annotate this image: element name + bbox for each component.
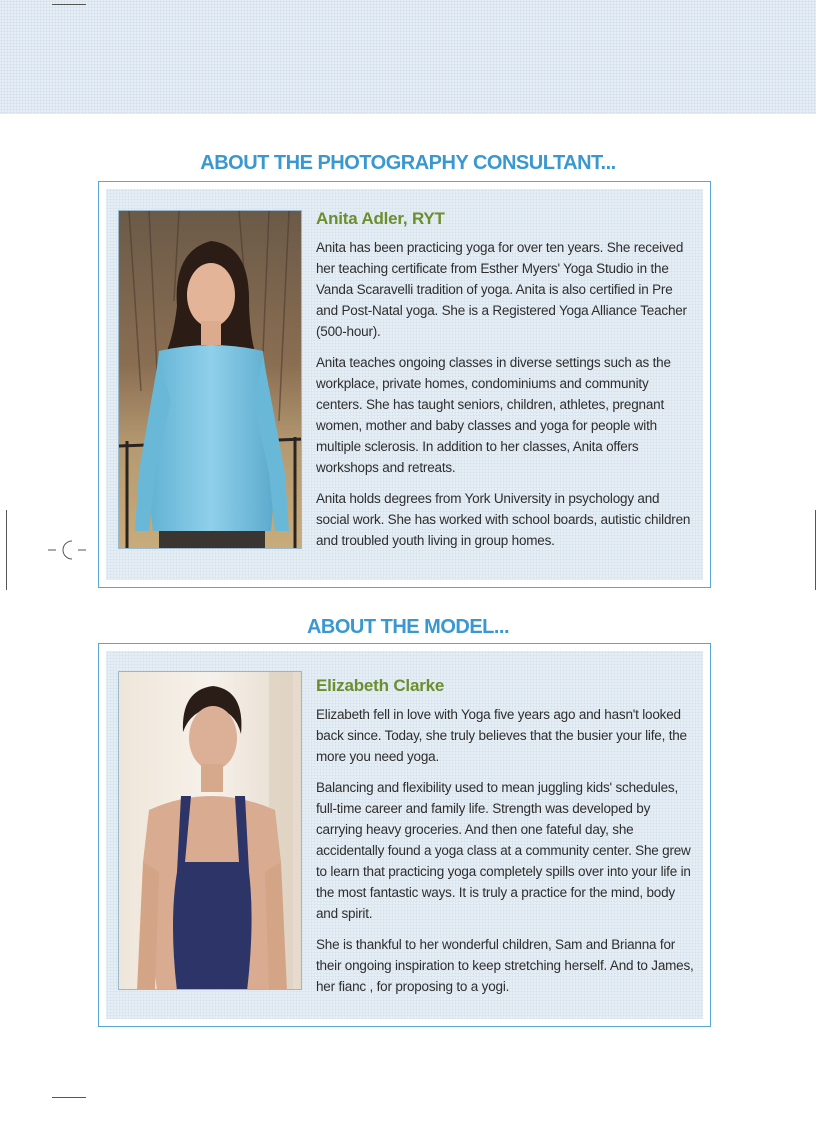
model-paragraph-2: Balancing and flexibility used to mean juggling kids' schedules, full-time career and family life. Strength was developed by carrying heavy groceries. And then one fateful day, she accidentally found a yoga class at a community center. She grew to learn that practicing yoga completely spills over into your life in the most fantastic ways. It is truly a practice for the mind, body and spirit. [316,780,691,921]
model-paragraph-3: She is thankful to her wonderful children, Sam and Brianna for their ongoing inspiration to keep stretching herself. And to James, her fianc , for proposing to a yogi. [316,937,694,994]
crop-mark-bottom [52,1097,86,1098]
consultant-paragraph-1: Anita has been practicing yoga for over ten years. She received her teaching certificate from Esther Myers' Yoga Studio in the Vanda Scaravelli tradition of yoga. Anita is also certified in Pre and Post-Natal yoga. She is a Registered Yoga Alliance Teacher (500-hour). [316,240,687,339]
crop-mark-left [6,510,7,590]
model-paragraph-1: Elizabeth fell in love with Yoga five years ago and hasn't looked back since. Today, she truly believes that the busier your life, the more you need yoga. [316,707,687,764]
consultant-panel-inner [106,189,703,580]
registration-mark-icon [48,538,88,562]
consultant-name: Anita Adler, RYT [316,209,445,228]
section-heading-consultant: ABOUT THE PHOTOGRAPHY CONSULTANT... [200,152,616,174]
consultant-paragraph-2: Anita teaches ongoing classes in diverse settings such as the workplace, private homes, condominiums and community centers. She has taught seniors, children, athletes, pregnant women, mother and baby classes and yoga for people with multiple sclerosis. In addition to her classes, Anita offers workshops and retreats. [316,355,671,475]
model-photo [118,671,302,990]
model-panel-inner [106,651,703,1019]
consultant-bio [316,208,695,561]
crop-mark-top [52,4,86,5]
consultant-panel [98,181,711,588]
model-bio [316,675,695,1007]
model-name: Elizabeth Clarke [316,676,445,695]
consultant-paragraph-3: Anita holds degrees from York University in psychology and social work. She has worked with school boards, autistic children and troubled youth living in group homes. [316,491,691,548]
section-heading-model: ABOUT THE MODEL... [306,616,510,638]
header-band [0,0,816,114]
consultant-photo [118,210,302,549]
model-panel [98,643,711,1027]
